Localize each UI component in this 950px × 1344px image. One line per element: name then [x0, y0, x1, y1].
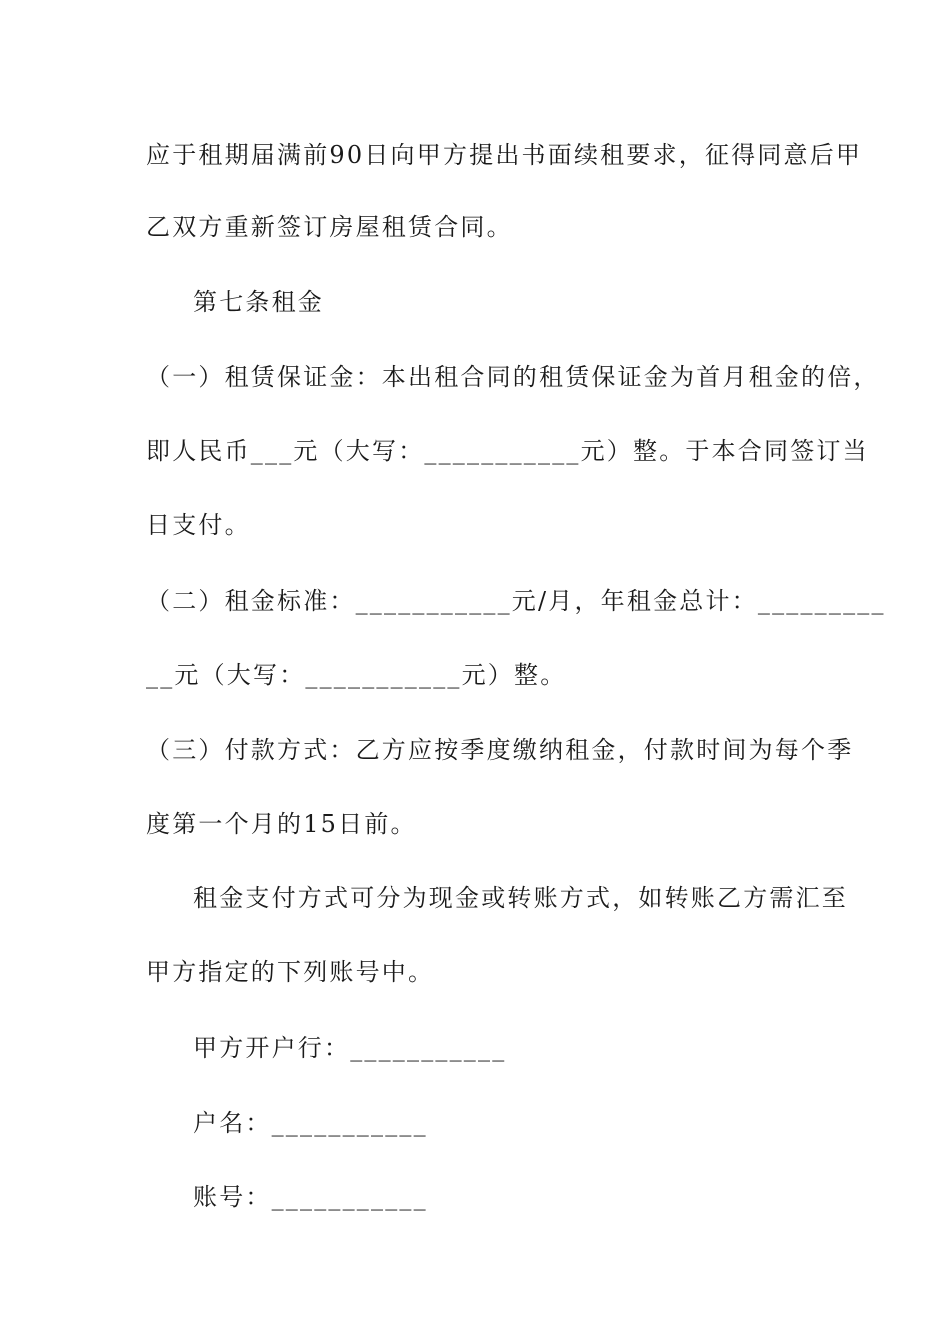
payment-channel-line-2: 甲方指定的下列账号中。: [146, 958, 435, 986]
payment-channel-line-1: 租金支付方式可分为现金或转账方式，如转账乙方需汇至: [193, 884, 848, 912]
payment-method-line-2: 度第一个月的15日前。: [146, 810, 417, 838]
paragraph-renewal-line-2: 乙双方重新签订房屋租赁合同。: [146, 213, 513, 241]
account-holder-field: 户名：___________: [193, 1109, 428, 1137]
account-number-field: 账号：___________: [193, 1183, 428, 1211]
rent-standard-line-1: （二）租金标准：___________元/月，年租金总计：_________: [146, 587, 886, 615]
bank-name-field: 甲方开户行：___________: [193, 1034, 507, 1062]
deposit-clause-line-2: 即人民币___元（大写：___________元）整。于本合同签订当: [146, 437, 869, 465]
deposit-clause-line-1: （一）租赁保证金：本出租合同的租赁保证金为首月租金的倍，: [146, 363, 880, 391]
article-seven-heading: 第七条租金: [193, 288, 324, 316]
deposit-clause-line-3: 日支付。: [146, 511, 251, 539]
payment-method-line-1: （三）付款方式：乙方应按季度缴纳租金，付款时间为每个季: [146, 736, 854, 764]
rent-standard-line-2: __元（大写：___________元）整。: [146, 661, 567, 689]
paragraph-renewal-line-1: 应于租期届满前90日向甲方提出书面续租要求，征得同意后甲: [146, 141, 863, 169]
